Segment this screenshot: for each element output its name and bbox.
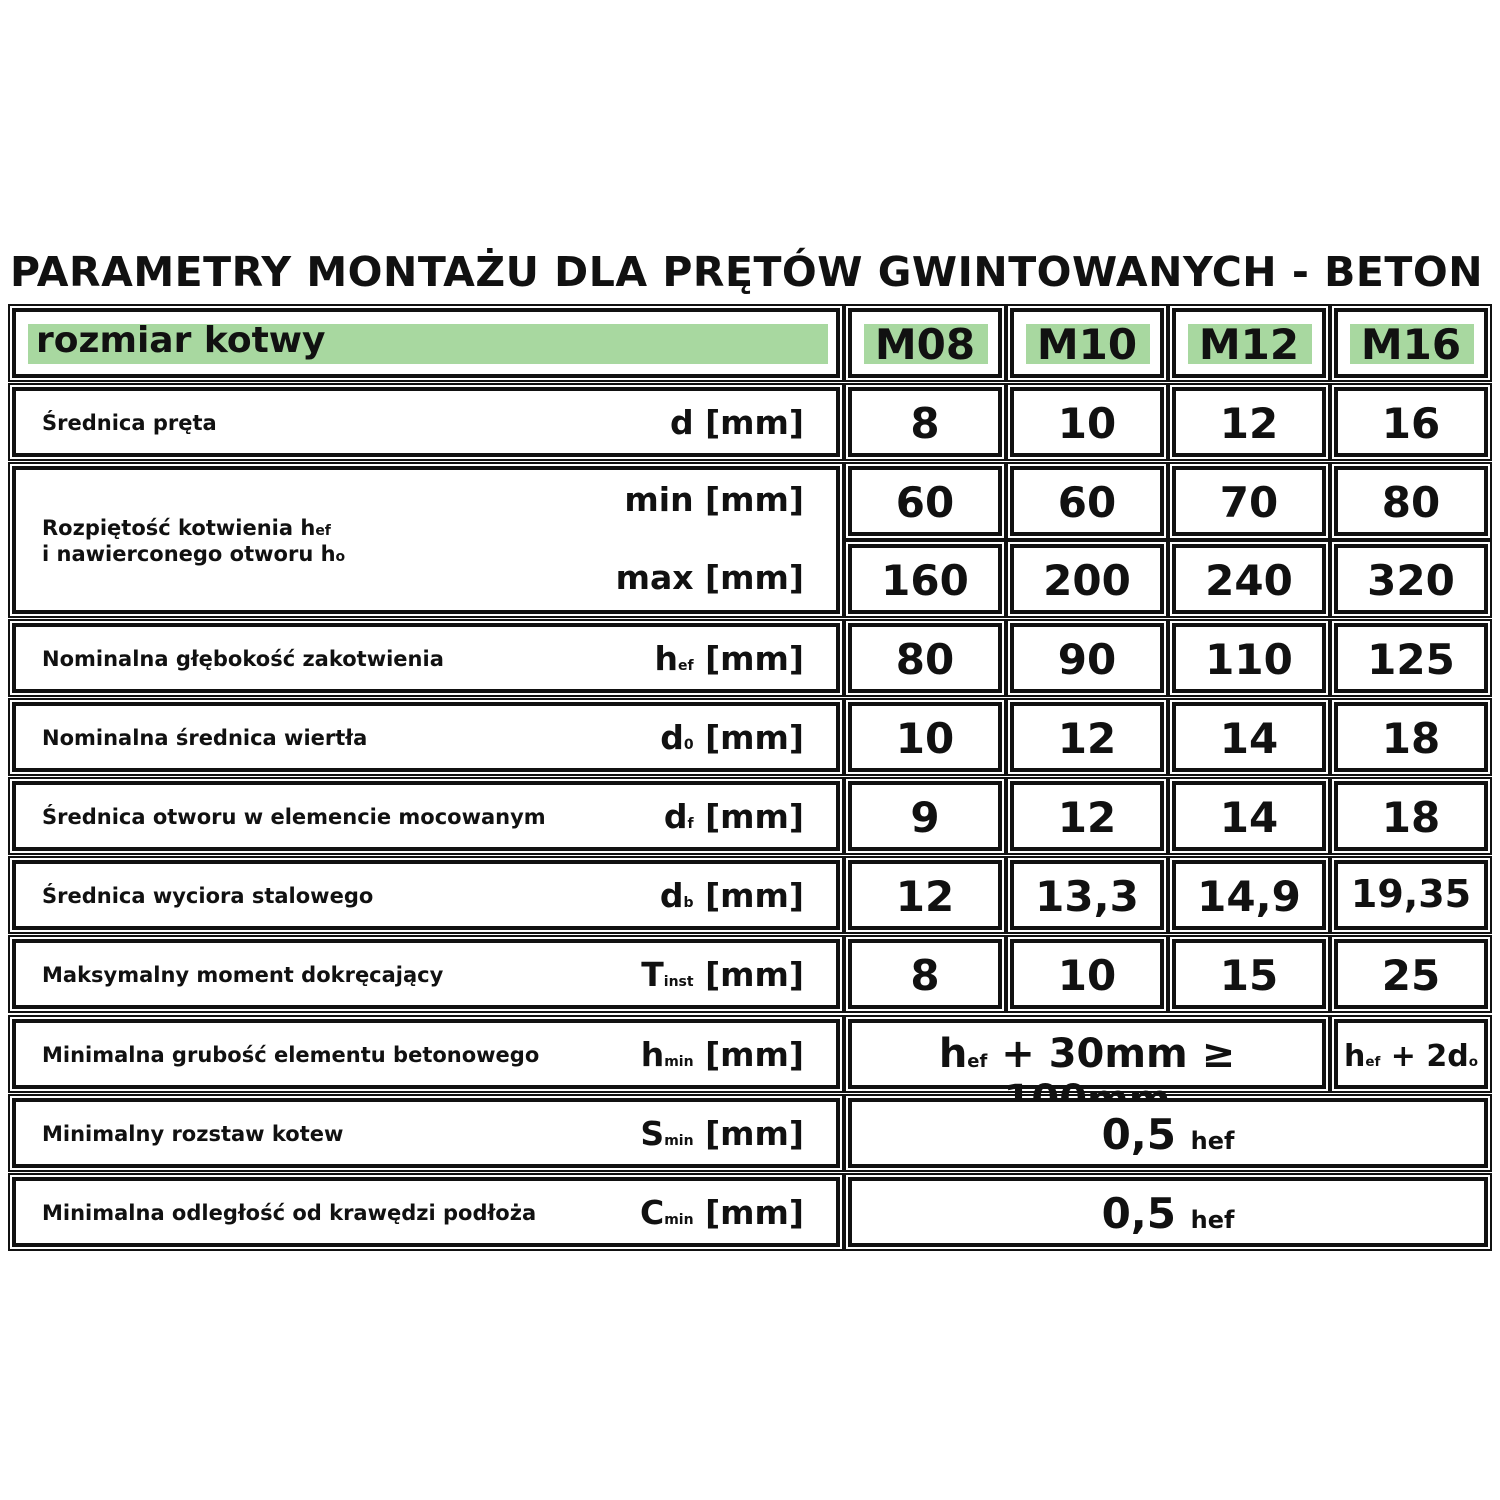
size-label: M16 <box>1360 320 1462 369</box>
value-cell <box>1010 781 1164 851</box>
row-unit: Tinst [mm] <box>641 955 804 994</box>
value-cell <box>1334 781 1488 851</box>
value-cell <box>848 387 1002 457</box>
row-label: Nominalna średnica wiertła <box>42 726 368 750</box>
formula: hef + 2do <box>1343 1039 1479 1074</box>
value-cell <box>1334 939 1488 1009</box>
value: 25 <box>1381 951 1441 1000</box>
header-label: rozmiar kotwy <box>36 320 326 361</box>
page-title: PARAMETRY MONTAŻU DLA PRĘTÓW GWINTOWANYCH - BETON <box>10 248 1484 296</box>
value: 12 <box>1057 793 1117 842</box>
unit-text: [mm] <box>705 403 804 442</box>
min-unit: min [mm] <box>624 480 804 519</box>
size-label: M10 <box>1036 320 1138 369</box>
row-unit: Smin [mm] <box>640 1114 804 1153</box>
value-cell <box>1334 702 1488 772</box>
value-cell <box>1172 544 1326 614</box>
value: 9 <box>910 793 940 842</box>
value-cell <box>848 860 1002 930</box>
unit-symbol: d <box>669 403 694 442</box>
value: 18 <box>1381 714 1441 763</box>
row-label: Minimalna odległość od krawędzi podłoża <box>42 1201 537 1225</box>
row-label: Minimalny rozstaw kotew <box>42 1122 344 1146</box>
value: 10 <box>895 714 955 763</box>
value-cell <box>1172 466 1326 536</box>
row-label: Średnica otworu w elemencie mocowanym <box>42 805 546 829</box>
row-label-thickness <box>12 1019 840 1089</box>
row-label-hole <box>12 781 840 851</box>
value: 8 <box>910 951 940 1000</box>
value-cell <box>1172 702 1326 772</box>
value: 16 <box>1381 399 1441 448</box>
value-cell <box>1010 623 1164 693</box>
value-cell <box>848 466 1002 536</box>
value: 12 <box>1219 399 1279 448</box>
row-unit: df [mm] <box>663 797 804 836</box>
value-cell <box>848 544 1002 614</box>
formula-cell-m16 <box>1334 1019 1488 1089</box>
value: 10 <box>1057 951 1117 1000</box>
max-unit: max [mm] <box>615 558 804 597</box>
row-unit: d0 [mm] <box>660 718 804 757</box>
row-label: Maksymalny moment dokręcający <box>42 963 444 987</box>
value: 200 <box>1043 556 1131 605</box>
value: 70 <box>1219 478 1279 527</box>
row-label: Średnica wyciora stalowego <box>42 884 374 908</box>
row-unit: Cmin [mm] <box>639 1193 804 1232</box>
row-label-diameter <box>12 387 840 457</box>
value: 14 <box>1219 714 1279 763</box>
value-cell <box>1010 387 1164 457</box>
value-cell <box>1334 387 1488 457</box>
value-cell <box>1334 466 1488 536</box>
value: 12 <box>1057 714 1117 763</box>
row-unit: db [mm] <box>659 876 804 915</box>
value-cell <box>848 939 1002 1009</box>
value: 125 <box>1367 635 1455 684</box>
value-cell <box>1334 623 1488 693</box>
formula-cell-m08-m12 <box>848 1019 1326 1089</box>
header-size-m12 <box>1172 308 1326 378</box>
value: 8 <box>910 399 940 448</box>
value: 0,5 hef <box>1101 1110 1235 1159</box>
formula: hef + 30mm ≥ <box>938 1031 1236 1077</box>
row-unit <box>670 403 804 442</box>
value-cell <box>1010 466 1164 536</box>
row-label-line2: i nawierconego otworu ho <box>42 542 346 566</box>
row-label: Nominalna głębokość zakotwienia <box>42 647 444 671</box>
row-unit: hmin [mm] <box>640 1035 804 1074</box>
row-label-drill <box>12 702 840 772</box>
value-cell <box>1010 544 1164 614</box>
value-cell <box>848 623 1002 693</box>
value-cell <box>1010 860 1164 930</box>
value: 60 <box>1057 478 1117 527</box>
row-label-brush <box>12 860 840 930</box>
value-cell <box>1172 860 1326 930</box>
value: 0,5 hef <box>1101 1189 1235 1238</box>
value-cell <box>1334 860 1488 930</box>
row-unit: hef [mm] <box>654 639 804 678</box>
value-cell <box>1172 387 1326 457</box>
row-label-torque <box>12 939 840 1009</box>
value: 18 <box>1381 793 1441 842</box>
value: 12 <box>895 872 955 921</box>
value: 320 <box>1367 556 1455 605</box>
value-cell <box>1010 702 1164 772</box>
header-size-m08 <box>848 308 1002 378</box>
value: 80 <box>895 635 955 684</box>
value: 160 <box>881 556 969 605</box>
value-cell <box>1010 939 1164 1009</box>
value: 19,35 <box>1350 872 1472 916</box>
value: 14,9 <box>1197 872 1301 921</box>
value-cell <box>848 781 1002 851</box>
value: 240 <box>1205 556 1293 605</box>
row-label-span <box>12 466 840 614</box>
value: 15 <box>1219 951 1279 1000</box>
value-cell <box>1172 623 1326 693</box>
header-size-m10 <box>1010 308 1164 378</box>
row-label-spacing <box>12 1098 840 1168</box>
header-size-m16 <box>1334 308 1488 378</box>
row-label-line1: Rozpiętość kotwienia hef <box>42 516 331 540</box>
value: 90 <box>1057 635 1117 684</box>
size-label: M12 <box>1198 320 1300 369</box>
value: 110 <box>1205 635 1293 684</box>
row-label-edge <box>12 1177 840 1247</box>
row-label-depth <box>12 623 840 693</box>
value: 13,3 <box>1035 872 1139 921</box>
row-label: Minimalna grubość elementu betonowego <box>42 1043 540 1067</box>
row-label: Średnica pręta <box>42 411 217 435</box>
value-cell <box>1172 939 1326 1009</box>
value: 10 <box>1057 399 1117 448</box>
value: 60 <box>895 478 955 527</box>
value-cell <box>1172 781 1326 851</box>
size-label: M08 <box>874 320 976 369</box>
value: 80 <box>1381 478 1441 527</box>
value-cell-wide <box>848 1177 1488 1247</box>
header-label-cell <box>12 308 840 378</box>
value-cell-wide <box>848 1098 1488 1168</box>
value: 14 <box>1219 793 1279 842</box>
value-cell <box>1334 544 1488 614</box>
value-cell <box>848 702 1002 772</box>
